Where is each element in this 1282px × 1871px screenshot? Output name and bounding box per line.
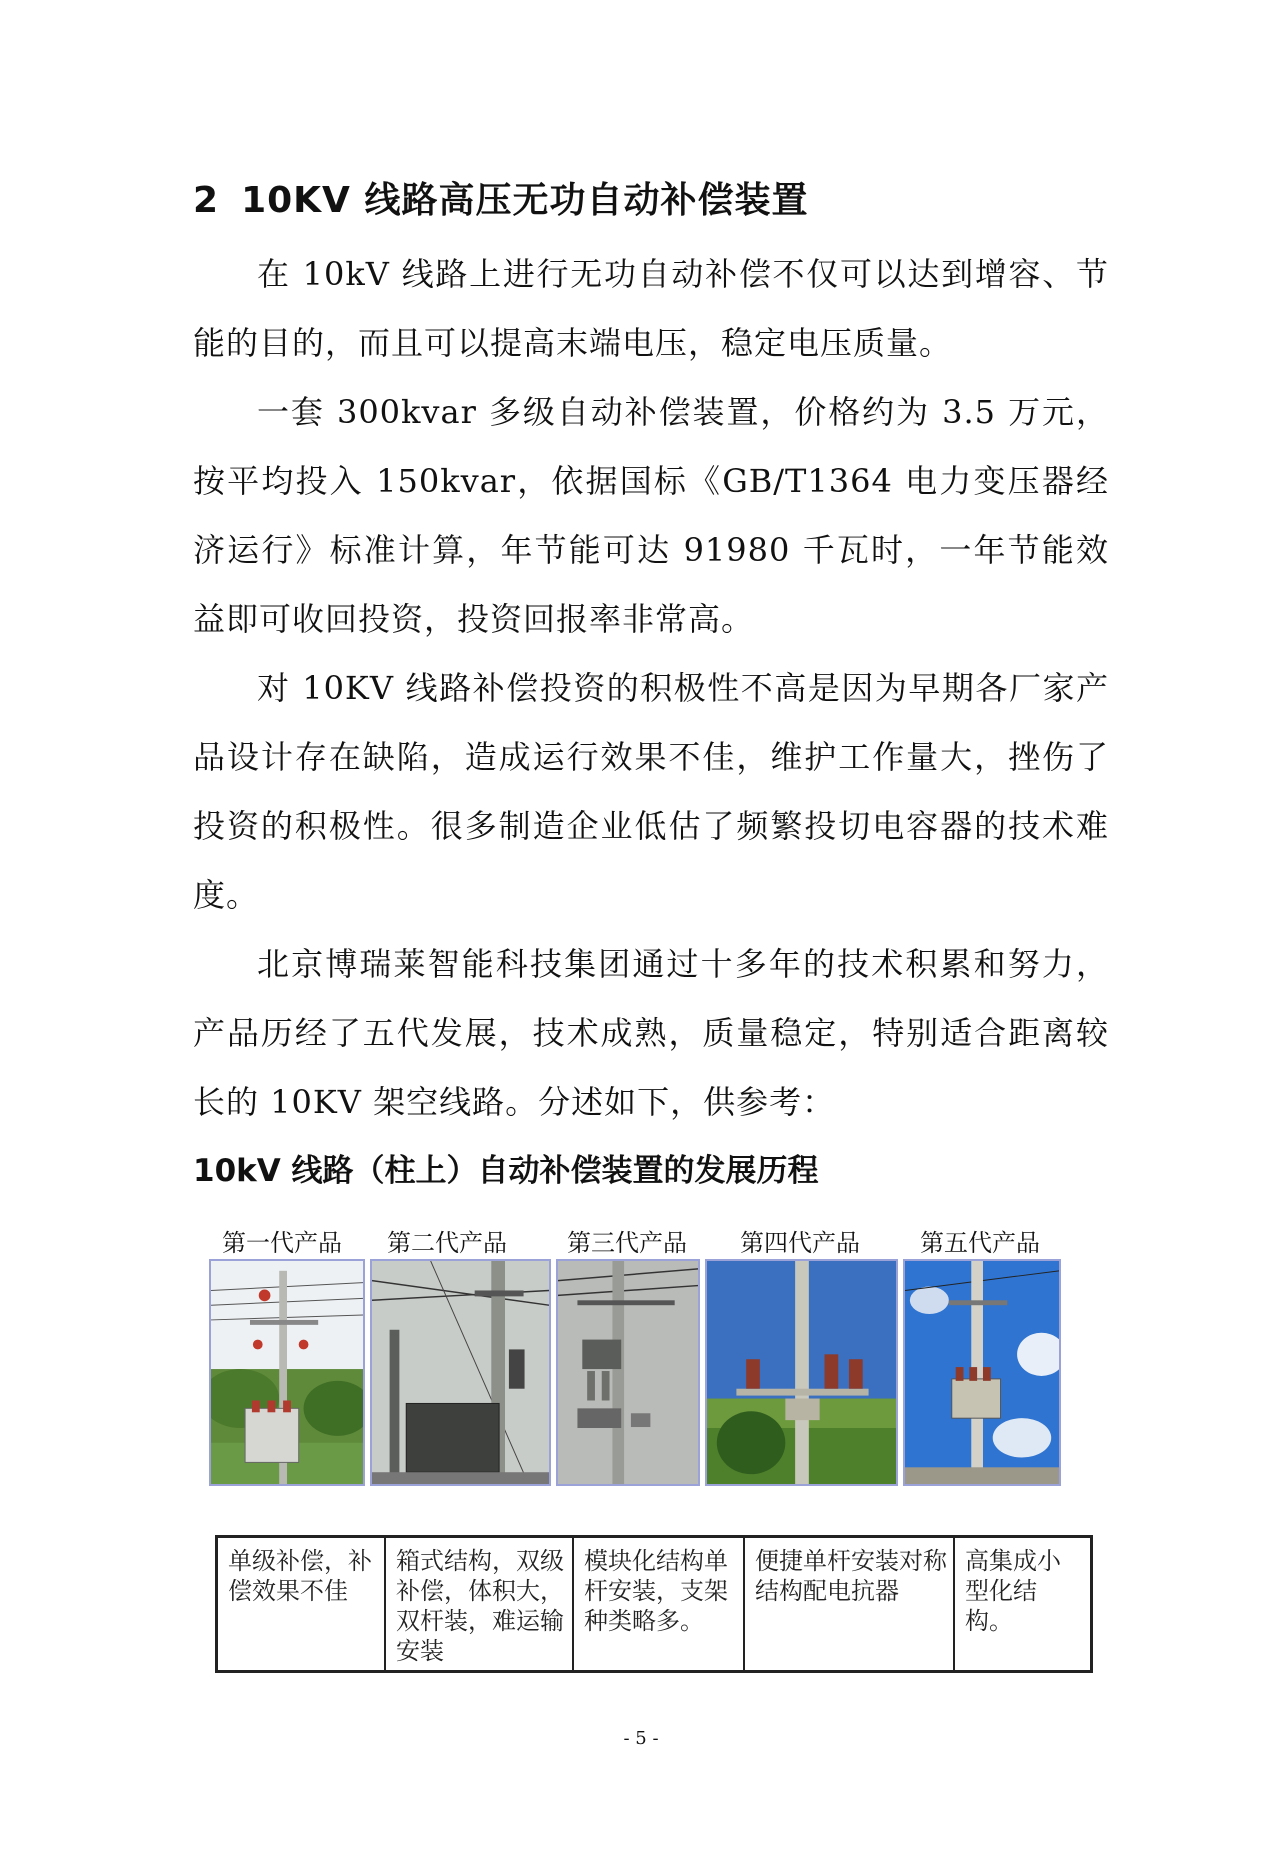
section-number: 2 — [193, 180, 220, 221]
paragraph-4: 北京博瑞莱智能科技集团通过十多年的技术积累和努力，产品历经了五代发展，技术成熟，质量稳定，特别适合距离较长的 10KV 架空线路。分述如下，供参考： — [193, 945, 1109, 1121]
paragraph-2: 一套 300kvar 多级自动补偿装置，价格约为 3.5 万元，按平均投入 150kvar，依据国标《GB/T1364 电力变压器经济运行》标准计算，年节能可达 91980 千瓦时，一年节能效益即可收回投资，投资回报率非常高。 — [193, 393, 1109, 638]
generation-label-1: 第一代产品 — [222, 1229, 342, 1257]
integrated-compensator-image — [905, 1261, 1059, 1484]
paragraph-1: 在 10kV 线路上进行无功自动补偿不仅可以达到增容、节能的目的，而且可以提高末端电压，稳定电压质量。 — [193, 255, 1109, 362]
modular-compensator-image — [558, 1261, 698, 1484]
generation-description-5: 高集成小型化结构。 — [954, 1537, 1092, 1672]
section-title: 10KV 线路高压无功自动补偿装置 — [241, 180, 809, 221]
section-heading — [193, 172, 808, 223]
generation-description-table — [215, 1535, 1093, 1673]
generation-photo-1 — [209, 1259, 365, 1486]
table-row — [217, 1537, 1092, 1672]
generation-description-1: 单级补偿，补偿效果不佳 — [217, 1537, 386, 1672]
generation-photo-5 — [903, 1259, 1061, 1486]
generation-photo-2 — [370, 1259, 551, 1486]
page-number: - 5 - — [623, 1728, 659, 1749]
generation-photo-3 — [556, 1259, 700, 1486]
generation-photo-4 — [705, 1259, 898, 1486]
generation-label-2: 第二代产品 — [387, 1229, 507, 1257]
pole-equipment-image — [211, 1261, 363, 1484]
generation-label-5: 第五代产品 — [920, 1229, 1040, 1257]
single-pole-compensator-image — [707, 1261, 896, 1484]
generation-description-3: 模块化结构单杆安装，支架种类略多。 — [573, 1537, 744, 1672]
development-history-heading: 10kV 线路（柱上）自动补偿装置的发展历程 — [193, 1153, 819, 1189]
box-type-compensator-image — [372, 1261, 549, 1484]
generation-description-2: 箱式结构，双级补偿，体积大，双杆装，难运输安装 — [385, 1537, 573, 1672]
paragraph-3: 对 10KV 线路补偿投资的积极性不高是因为早期各厂家产品设计存在缺陷，造成运行效果不佳，维护工作量大，挫伤了投资的积极性。很多制造企业低估了频繁投切电容器的技术难度。 — [193, 669, 1109, 914]
generation-label-3: 第三代产品 — [567, 1229, 687, 1257]
generation-label-4: 第四代产品 — [740, 1229, 860, 1257]
generation-description-4: 便捷单杆安装对称结构配电抗器 — [744, 1537, 954, 1672]
